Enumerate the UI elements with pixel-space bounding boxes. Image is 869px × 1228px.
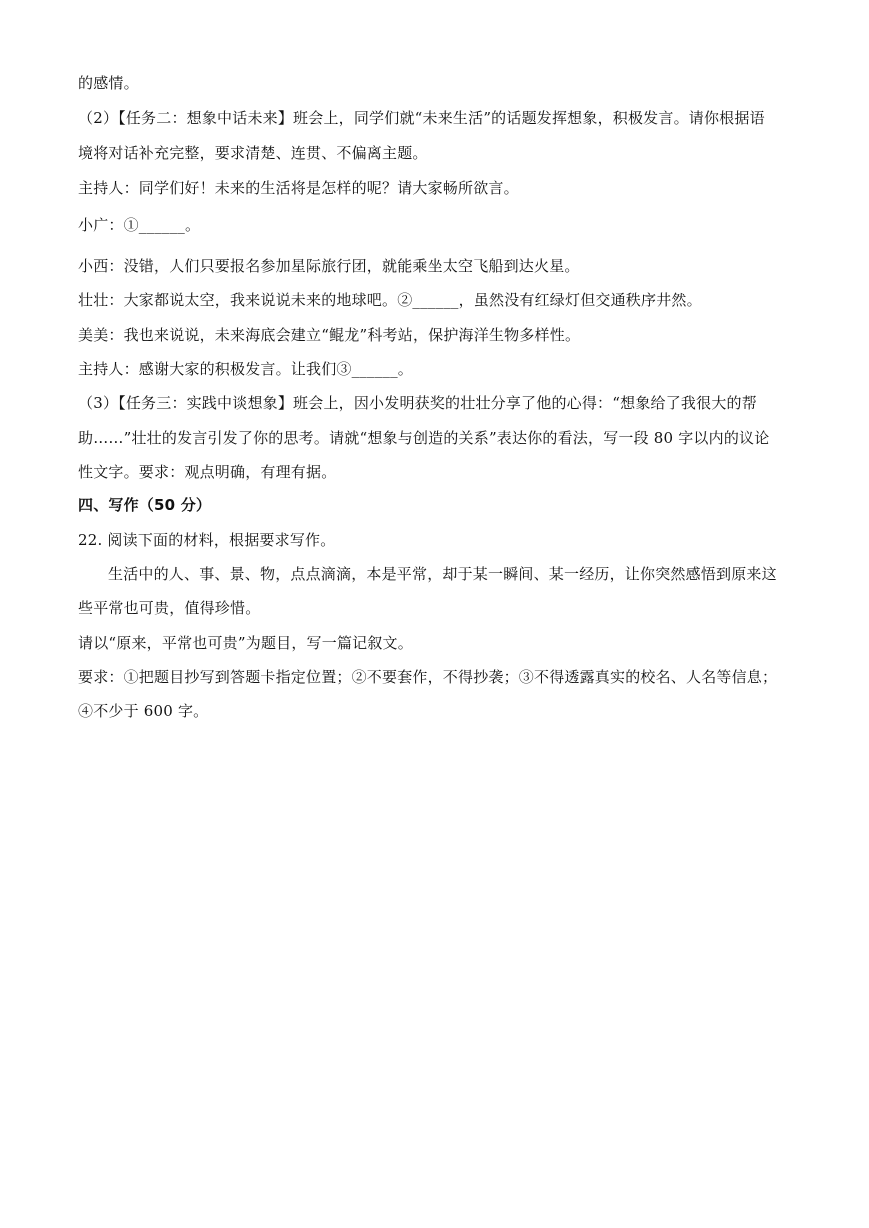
dialogue-zhuangzhuang: 壮壮：大家都说太空，我来说说未来的地球吧。②______，虽然没有红绿灯但交通秩序井然。 — [78, 291, 702, 309]
section-heading-writing: 四、写作（50 分） — [78, 496, 212, 514]
question-22: 22. 阅读下面的材料，根据要求写作。 — [78, 531, 336, 549]
dialogue-xiaoguang: 小广：①______。 — [78, 216, 201, 234]
task-two-text: （2）【任务二：想象中话未来】班会上，同学们就“未来生活”的话题发挥想象，积极发言。请你根据语 — [78, 109, 765, 127]
text-line: 境将对话补充完整，要求清楚、连贯、不偏离主题。 — [78, 144, 428, 162]
requirements-text: ④不少于 600 字。 — [78, 702, 209, 720]
text-line: 的感情。 — [78, 74, 139, 92]
material-text: 生活中的人、事、景、物，点点滴滴，本是平常，却于某一瞬间、某一经历，让你突然感悟到原来这 — [108, 565, 777, 583]
text-line: 性文字。要求：观点明确，有理有据。 — [78, 463, 337, 481]
dialogue-meimei: 美美：我也来说说，未来海底会建立“鲲龙”科考站，保护海洋生物多样性。 — [78, 326, 581, 344]
dialogue-xiaoxi: 小西：没错，人们只要报名参加星际旅行团，就能乘坐太空飞船到达火星。 — [78, 257, 580, 275]
task-three-text: （3）【任务三：实践中谈想象】班会上，因小发明获奖的壮壮分享了他的心得：“想象给了我很大的帮 — [78, 394, 757, 412]
dialogue-host-closing: 主持人：感谢大家的积极发言。让我们③______。 — [78, 360, 414, 378]
prompt-text: 请以“原来，平常也可贵”为题目，写一篇记叙文。 — [78, 634, 413, 652]
material-text: 些平常也可贵，值得珍惜。 — [78, 599, 261, 617]
dialogue-host: 主持人：同学们好！未来的生活将是怎样的呢？请大家畅所欲言。 — [78, 179, 519, 197]
text-line: 助……”壮壮的发言引发了你的思考。请就“想象与创造的关系”表达你的看法，写一段 80 字以内的议论 — [78, 429, 770, 447]
requirements-text: 要求：①把题目抄写到答题卡指定位置；②不要套作，不得抄袭；③不得透露真实的校名、人名等信息； — [78, 668, 778, 686]
